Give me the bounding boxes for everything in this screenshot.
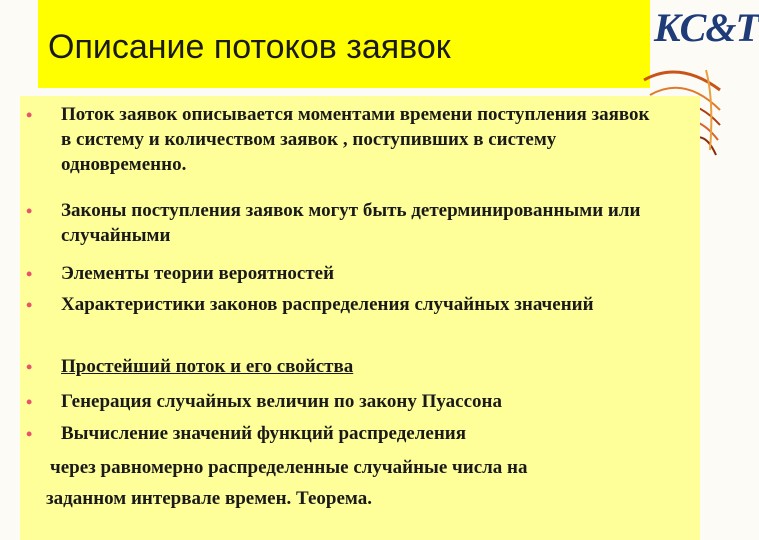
- list-item-text: Генерация случайных величин по закону Пуассона: [61, 391, 502, 412]
- bullet-dot-icon: •: [26, 264, 33, 284]
- bullet-dot-icon: •: [26, 424, 33, 444]
- bullet-dot-icon: •: [26, 295, 33, 315]
- list-item-text: Вычисление значений функций распределения: [61, 423, 467, 444]
- content-panel: [20, 96, 700, 540]
- bullet-dot-icon: •: [26, 357, 33, 377]
- continuation-line: через равномерно распределенные случайные числа на: [50, 457, 528, 478]
- logo-lettering: KC&T: [654, 5, 759, 50]
- bullet-dot-icon: •: [26, 105, 33, 125]
- bullet-dot-icon: •: [26, 392, 33, 412]
- list-item-link[interactable]: Простейший поток и его свойства: [61, 356, 354, 377]
- title-bar: [38, 0, 650, 88]
- list-item-text: Законы поступления заявок могут быть детерминированными или случайными: [61, 200, 641, 246]
- bullet-dot-icon: •: [26, 201, 33, 221]
- slide-title: Описание потоков заявок: [48, 28, 451, 66]
- list-item-text: Элементы теории вероятностей: [61, 263, 335, 284]
- list-item-text: Характеристики законов распределения случайных значений: [61, 294, 594, 315]
- list-item-text: Поток заявок описывается моментами времени поступления заявок в систему и количеством заявок , поступивших в систему одновременно.: [61, 104, 650, 175]
- continuation-line: заданном интервале времен. Теорема.: [46, 488, 372, 509]
